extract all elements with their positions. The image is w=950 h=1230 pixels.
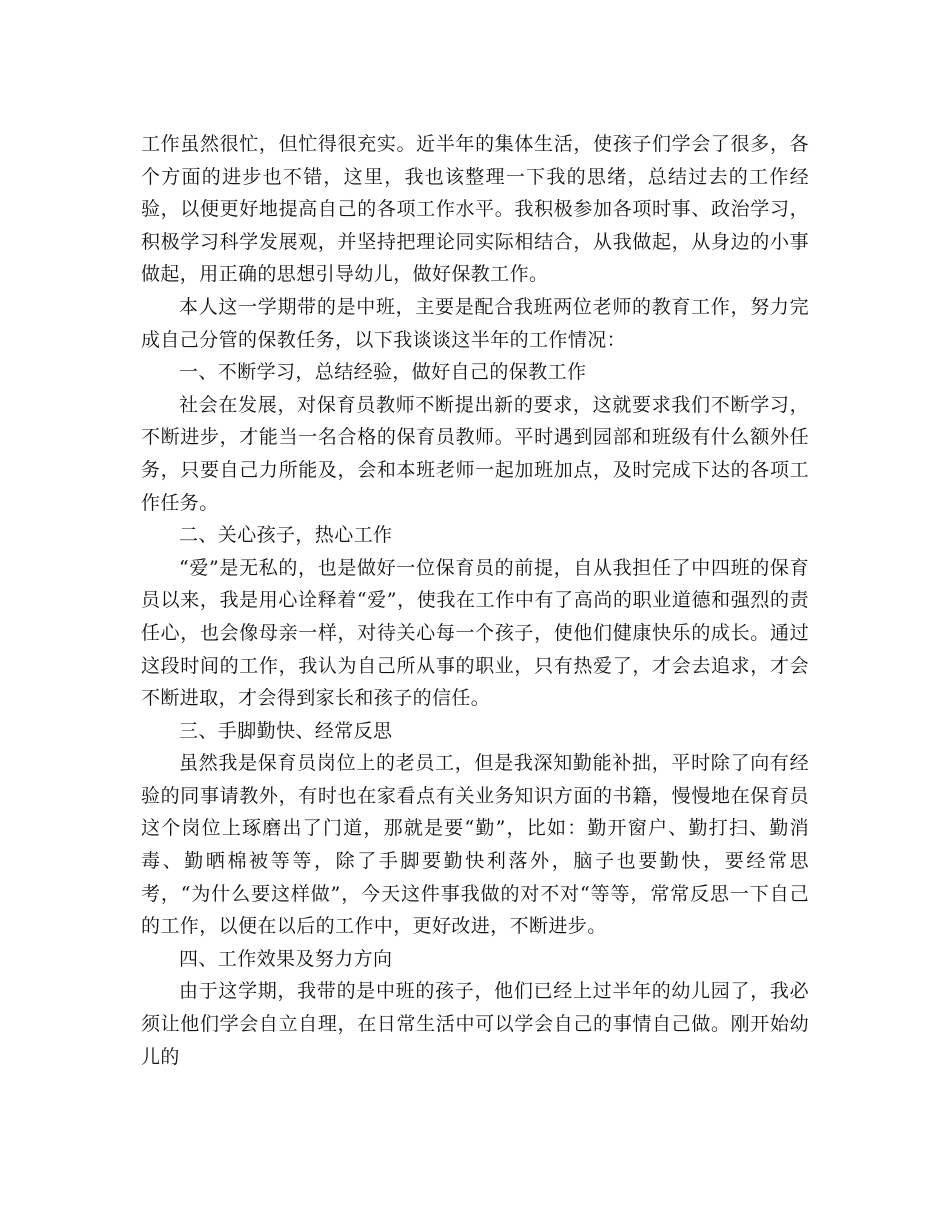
paragraph-section-1: 社会在发展，对保育员教师不断提出新的要求，这就要求我们不断学习，不断进步，才能当一名合格的保育员教师。平时遇到园部和班级有什么额外任务，只要自己力所能及，会和本班老师一起加班加点，及时完成下达的各项工作任务。 <box>141 393 809 514</box>
paragraph-intro: 工作虽然很忙，但忙得很充实。近半年的集体生活，使孩子们学会了很多，各个方面的进步也不错，这里，我也该整理一下我的思绪，总结过去的工作经验，以便更好地提高自己的各项工作水平。我积极参加各项时事、政治学习，积极学习科学发展观，并坚持把理论同实际相结合，从我做起，从身边的小事做起，用正确的思想引导幼儿，做好保教工作。 <box>141 133 809 286</box>
paragraph-section-2: “爱”是无私的，也是做好一位保育员的前提，自从我担任了中四班的保育员以来，我是用心诠释着“爱”，使我在工作中有了高尚的职业道德和强烈的责任心，也会像母亲一样，对待关心每一个孩子，使他们健康快乐的成长。通过这段时间的工作，我认为自己所从事的职业，只有热爱了，才会去追求，才会不断进取，才会得到家长和孩子的信任。 <box>141 556 809 710</box>
section-heading-2: 二、关心孩子，热心工作 <box>179 524 393 547</box>
section-heading-3: 三、手脚勤快、经常反思 <box>179 719 393 742</box>
paragraph-overview: 本人这一学期带的是中班，主要是配合我班两位老师的教育工作，努力完成自己分管的保教任务，以下我谈谈这半年的工作情况： <box>141 295 809 351</box>
paragraph-section-4: 由于这学期，我带的是中班的孩子，他们已经上过半年的幼儿园了，我必须让他们学会自立自理，在日常生活中可以学会自己的事情自己做。刚开始幼儿的 <box>141 980 809 1068</box>
section-heading-4: 四、工作效果及努力方向 <box>179 947 393 970</box>
document-page <box>141 128 809 1073</box>
paragraph-section-3: 虽然我是保育员岗位上的老员工，但是我深知勤能补拙，平时除了向有经验的同事请教外，有时也在家看点有关业务知识方面的书籍，慢慢地在保育员这个岗位上琢磨出了门道，那就是要“勤”，比如：勤开窗户、勤打扫、勤消毒、勤晒棉被等等，除了手脚要勤快利落外，脑子也要勤快，要经常思考，“为什么要这样做”，今天这件事我做的对不对“等等，常常反思一下自己的工作，以便在以后的工作中，更好改进，不断进步。 <box>141 752 809 938</box>
section-heading-1: 一、不断学习，总结经验，做好自己的保教工作 <box>179 361 587 384</box>
